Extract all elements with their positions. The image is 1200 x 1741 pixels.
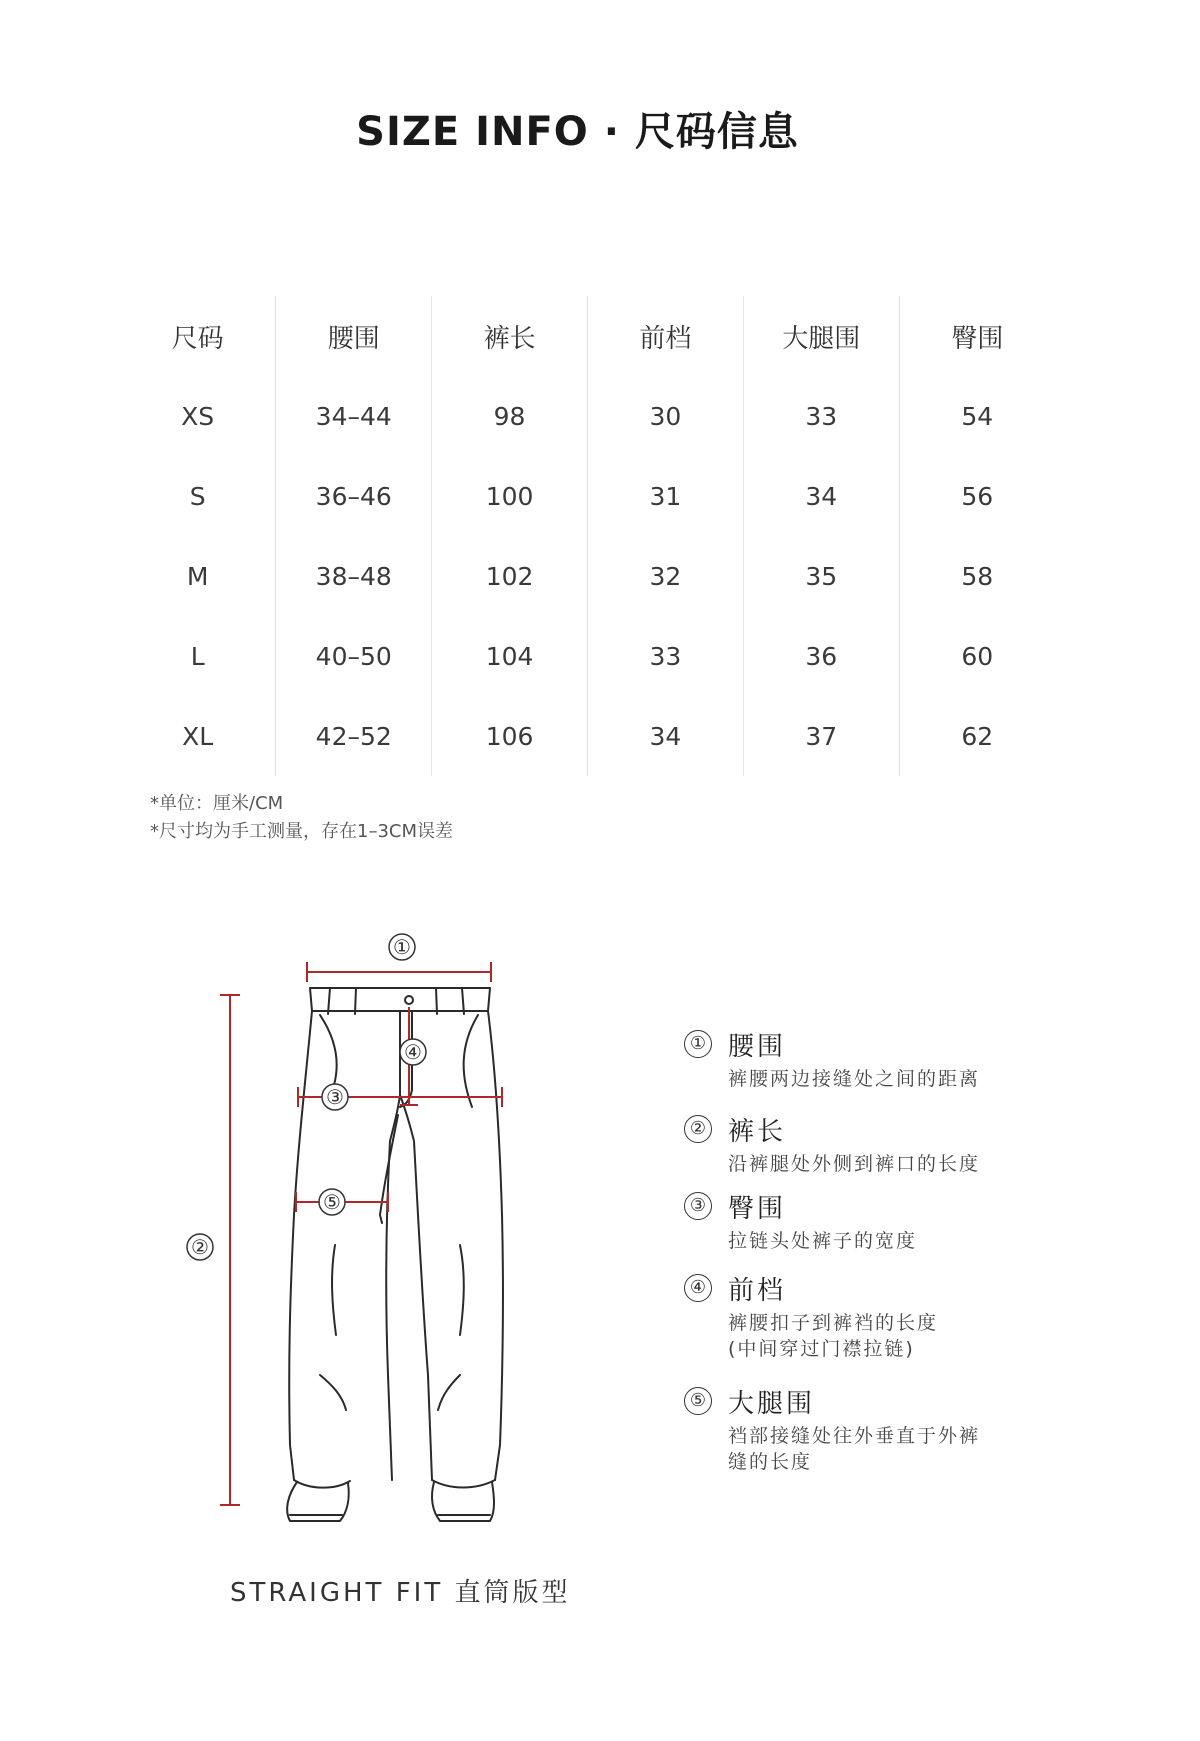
table-row — [120, 376, 1055, 456]
table-cell: 36–46 — [276, 456, 432, 536]
legend-line: 拉链头处裤子的宽度 — [728, 1230, 918, 1252]
legend-number: ③ — [684, 1192, 712, 1220]
table-cell: 42–52 — [276, 696, 432, 776]
table-cell: 98 — [432, 376, 588, 456]
legend-description — [728, 1151, 980, 1177]
measurement-notes — [150, 790, 453, 846]
legend-description — [728, 1228, 917, 1254]
legend-number: ② — [684, 1115, 712, 1143]
marker-2: ② — [191, 1235, 209, 1259]
table-cell: 33 — [587, 616, 743, 696]
header-front-rise: 前档 — [587, 296, 743, 376]
note-unit: *单位：厘米/CM — [150, 793, 284, 814]
legend-number: ⑤ — [684, 1387, 712, 1415]
table-row — [120, 536, 1055, 616]
pants-outline-icon — [287, 988, 503, 1521]
table-header-row — [120, 296, 1055, 376]
table-cell: 100 — [432, 456, 588, 536]
table-cell: 58 — [899, 536, 1055, 616]
legend-description — [728, 1310, 938, 1362]
table-cell: M — [186, 561, 209, 591]
legend-line: 裆部接缝处往外垂直于外裤 — [728, 1425, 981, 1447]
measurement-lines — [220, 962, 502, 1505]
legend-title: 臀围 — [728, 1194, 787, 1224]
table-row — [120, 456, 1055, 536]
table-cell: 104 — [432, 616, 588, 696]
legend-title: 大腿围 — [728, 1389, 816, 1419]
header-thigh: 大腿围 — [743, 296, 899, 376]
header-size: 尺码 — [171, 323, 224, 354]
table-cell: XS — [181, 401, 215, 431]
table-cell: 34–44 — [276, 376, 432, 456]
legend-line: (中间穿过门襟拉链) — [728, 1338, 915, 1360]
size-table — [120, 296, 1055, 776]
table-cell: S — [189, 481, 206, 511]
marker-4: ④ — [404, 1040, 422, 1064]
legend-description — [728, 1066, 980, 1092]
fit-caption: STRAIGHT FIT 直筒版型 — [230, 1578, 571, 1608]
table-cell: 32 — [587, 536, 743, 616]
legend-number: ④ — [684, 1274, 712, 1302]
table-cell: 56 — [899, 456, 1055, 536]
legend-title: 前档 — [728, 1276, 787, 1306]
legend-line: 沿裤腿处外侧到裤口的长度 — [728, 1153, 981, 1175]
table-cell: 106 — [432, 696, 588, 776]
table-cell: 34 — [743, 456, 899, 536]
table-cell: 36 — [743, 616, 899, 696]
legend-line: 缝的长度 — [728, 1451, 813, 1473]
table-cell: 30 — [587, 376, 743, 456]
table-cell: 40–50 — [276, 616, 432, 696]
marker-5: ⑤ — [323, 1190, 341, 1214]
table-cell: 62 — [899, 696, 1055, 776]
pants-diagram — [160, 915, 540, 1535]
table-cell: 31 — [587, 456, 743, 536]
legend-title: 腰围 — [728, 1032, 787, 1062]
note-tolerance: *尺寸均为手工测量，存在1–3CM误差 — [150, 821, 454, 842]
table-cell: 33 — [743, 376, 899, 456]
table-cell: 102 — [432, 536, 588, 616]
table-cell: 60 — [899, 616, 1055, 696]
header-waist: 腰围 — [276, 296, 432, 376]
table-row — [120, 696, 1055, 776]
table-cell: 38–48 — [276, 536, 432, 616]
table-row — [120, 616, 1055, 696]
table-cell: 34 — [587, 696, 743, 776]
table-cell: 54 — [899, 376, 1055, 456]
table-cell: 35 — [743, 536, 899, 616]
legend-line: 裤腰两边接缝处之间的距离 — [728, 1068, 981, 1090]
table-cell: L — [190, 641, 205, 671]
legend-line: 裤腰扣子到裤裆的长度 — [728, 1312, 939, 1334]
table-cell: XL — [182, 721, 214, 751]
legend-description — [728, 1423, 980, 1475]
page-title: SIZE INFO · 尺码信息 — [356, 109, 799, 155]
marker-1: ① — [393, 935, 411, 959]
marker-3: ③ — [326, 1085, 344, 1109]
header-hip: 臀围 — [899, 296, 1055, 376]
legend-number: ① — [684, 1030, 712, 1058]
table-cell: 37 — [743, 696, 899, 776]
header-length: 裤长 — [432, 296, 588, 376]
legend-title: 裤长 — [728, 1117, 787, 1147]
